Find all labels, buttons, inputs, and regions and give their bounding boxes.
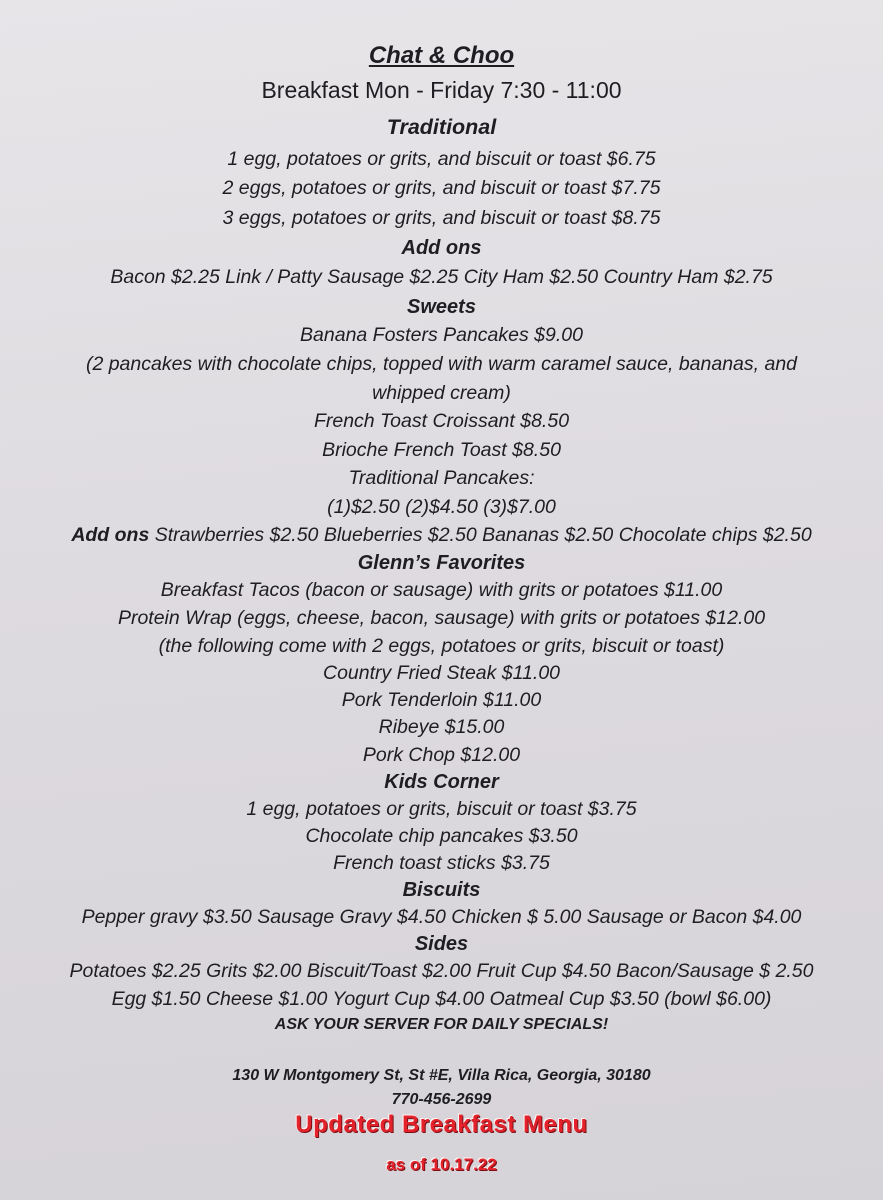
add-ons-line: Bacon $2.25 Link / Patty Sausage $2.25 City Ham $2.50 Country Ham $2.75 <box>110 266 773 288</box>
section-heading-sides: Sides <box>414 933 469 955</box>
item-note: (the following come with 2 eggs, potatoes or grits, biscuit or toast) <box>158 635 725 657</box>
menu-item: French toast sticks $3.75 <box>333 852 550 874</box>
menu-item: 1 egg, potatoes or grits, biscuit or toast $3.75 <box>246 798 637 820</box>
menu-item: Chocolate chip pancakes $3.50 <box>305 825 578 847</box>
menu-item: Brioche French Toast $8.50 <box>322 439 561 461</box>
item-description: whipped cream) <box>372 382 511 404</box>
menu-item: 2 eggs, potatoes or grits, and biscuit or toast $7.75 <box>222 177 661 199</box>
menu-item: Breakfast Tacos (bacon or sausage) with grits or potatoes $11.00 <box>160 579 723 601</box>
updated-menu-title: Updated Breakfast Menu <box>295 1111 588 1138</box>
restaurant-name: Chat & Choo <box>368 42 515 69</box>
breakfast-hours: Breakfast Mon - Friday 7:30 - 11:00 <box>261 77 622 103</box>
sweets-add-ons-line <box>0 522 883 548</box>
sides-line: Potatoes $2.25 Grits $2.00 Biscuit/Toast $2.00 Fruit Cup $4.50 Bacon/Sausage $ 2.50 <box>69 960 814 982</box>
sides-line: Egg $1.50 Cheese $1.00 Yogurt Cup $4.00 Oatmeal Cup $3.50 (bowl $6.00) <box>111 988 772 1010</box>
add-ons-items: Strawberries $2.50 Blueberries $2.50 Bananas $2.50 Chocolate chips $2.50 <box>154 524 812 546</box>
menu-item: Pork Tenderloin $11.00 <box>341 689 542 711</box>
section-heading-glenns-favorites: Glenn’s Favorites <box>357 552 526 574</box>
menu-item: Banana Fosters Pancakes $9.00 <box>300 324 583 346</box>
menu-item: Pork Chop $12.00 <box>362 744 521 766</box>
menu-item: Ribeye $15.00 <box>378 716 505 738</box>
menu-item: French Toast Croissant $8.50 <box>313 410 570 432</box>
menu-item: 1 egg, potatoes or grits, and biscuit or toast $6.75 <box>227 148 656 170</box>
section-heading-sweets: Sweets <box>407 296 476 318</box>
biscuits-line: Pepper gravy $3.50 Sausage Gravy $4.50 Chicken $ 5.00 Sausage or Bacon $4.00 <box>81 906 802 928</box>
section-heading-biscuits: Biscuits <box>402 879 481 901</box>
item-description: (2 pancakes with chocolate chips, topped with warm caramel sauce, bananas, and <box>85 353 798 375</box>
section-heading-kids-corner: Kids Corner <box>384 771 499 793</box>
restaurant-address: 130 W Montgomery St, St #E, Villa Rica, Georgia, 30180 <box>232 1067 651 1084</box>
section-heading-traditional: Traditional <box>386 115 497 139</box>
pancake-prices: (1)$2.50 (2)$4.50 (3)$7.00 <box>327 496 556 518</box>
menu-item: Protein Wrap (eggs, cheese, bacon, sausage) with grits or potatoes $12.00 <box>117 607 766 629</box>
menu-item: Country Fried Steak $11.00 <box>322 662 561 684</box>
menu-item: 3 eggs, potatoes or grits, and biscuit or toast $8.75 <box>222 207 661 229</box>
section-heading-add-ons: Add ons <box>401 237 482 259</box>
restaurant-phone: 770-456-2699 <box>391 1091 492 1108</box>
menu-item: Traditional Pancakes: <box>348 467 535 489</box>
daily-specials-note: ASK YOUR SERVER FOR DAILY SPECIALS! <box>274 1016 609 1033</box>
updated-menu-date: as of 10.17.22 <box>386 1155 497 1174</box>
add-ons-label: Add ons <box>71 524 150 546</box>
